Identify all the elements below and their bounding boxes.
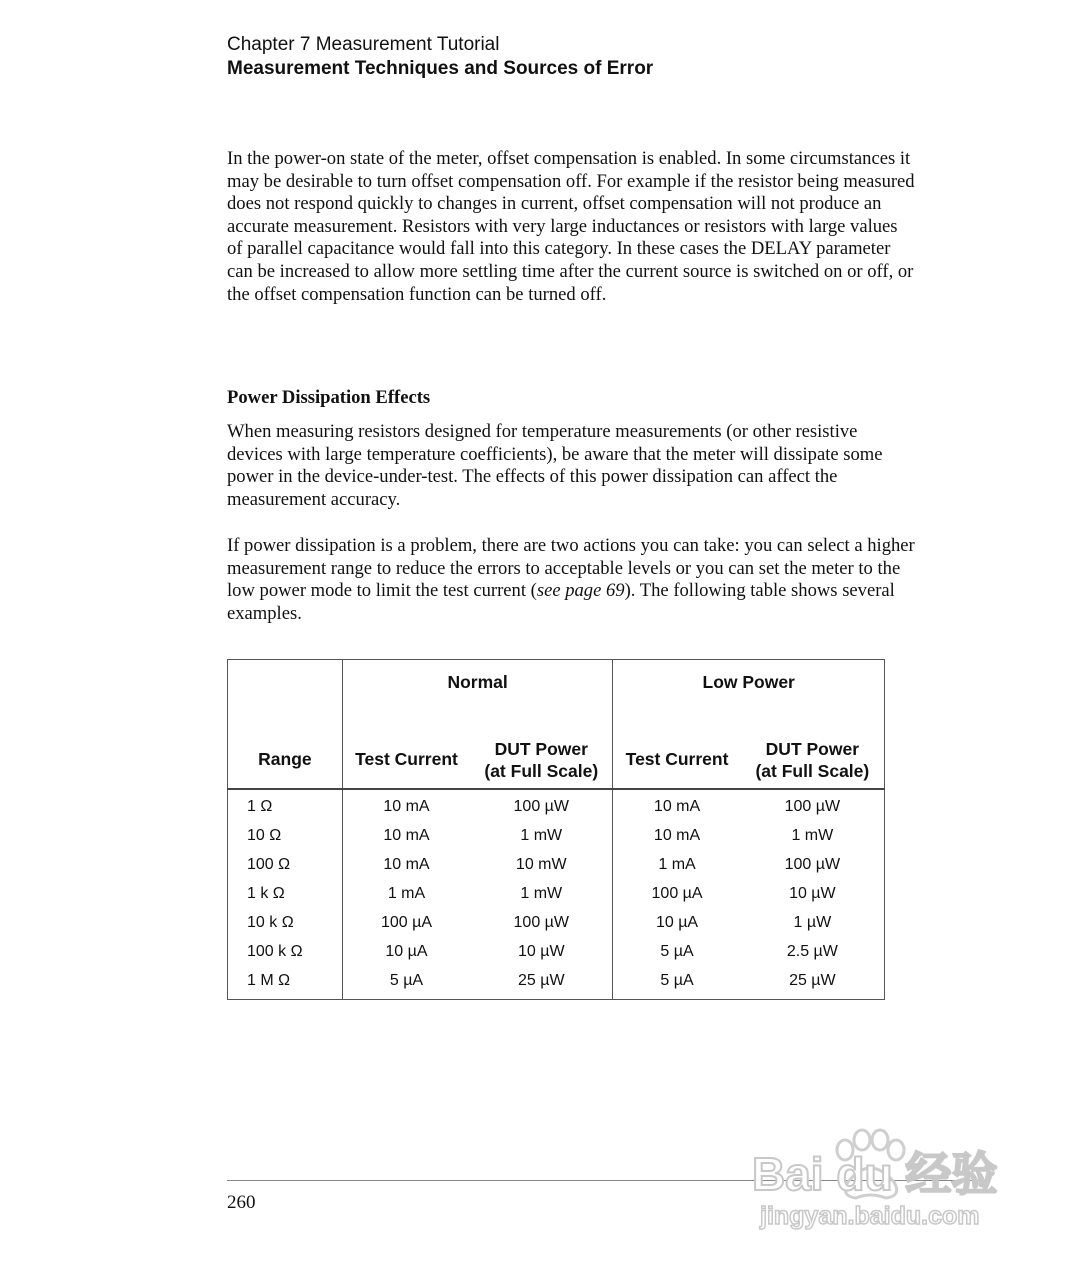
cell-normal-power: 1 mW [520, 884, 563, 902]
cell-normal-power: 10 µW [517, 942, 565, 960]
cell-normal-current: 10 mA [342, 821, 470, 850]
power-dissipation-table [227, 659, 885, 1000]
page-number: 260 [227, 1192, 256, 1213]
header-range: Range [228, 704, 343, 789]
baidu-watermark [750, 1120, 1010, 1230]
cell-normal-power: 100 µW [513, 913, 569, 931]
cell-normal-current: 10 mA [342, 850, 470, 879]
cell-normal-current: 10 mA [342, 789, 470, 821]
cell-normal-current: 1 mA [342, 879, 470, 908]
cell-low-current: 10 µA [613, 908, 741, 937]
cell-low-current: 5 µA [613, 966, 741, 1000]
header-group-normal: Normal [342, 660, 613, 705]
cell-low-power: 1 µW [793, 913, 832, 931]
cell-range: 1 k Ω [247, 884, 285, 902]
cell-low-current: 1 mA [613, 850, 741, 879]
cell-low-power: 1 mW [791, 826, 834, 844]
heading-power-dissipation: Power Dissipation Effects [227, 387, 431, 408]
paragraph-offset-compensation: In the power-on state of the meter, offset compensation is enabled. In some circumstances it may be desirable to turn offset compensation off. For example if the resistor being measured does not respond quickly to changes in current, offset compensation will not produce an accurate measurement. Resistors with very large inductances or resistors with large values of parallel capacitance would fall into this category. In these cases the DELAY parameter can be increased to allow more settling time after the current source is switched on or off, or the offset compensation function can be turned off. [227, 148, 915, 305]
cell-normal-current: 100 µA [342, 908, 470, 937]
cell-normal-current: 10 µA [342, 937, 470, 966]
table-row [228, 966, 885, 1000]
running-header [227, 33, 653, 81]
cell-normal-power: 10 mW [515, 855, 567, 873]
cell-range: 1 Ω [247, 797, 273, 815]
cell-normal-power: 100 µW [513, 797, 569, 815]
cell-low-power: 10 µW [789, 884, 836, 902]
cell-normal-current: 5 µA [342, 966, 470, 1000]
cell-range: 100 k Ω [247, 942, 303, 960]
paragraph-actions [227, 535, 917, 625]
cell-normal-power: 25 µW [517, 971, 565, 989]
header-low-dut-power-line1: DUT Power [765, 739, 860, 759]
header-low-test-current: Test Current [613, 704, 741, 789]
cell-low-current: 10 mA [613, 821, 741, 850]
paragraph-power-dissipation: When measuring resistors designed for temperature measurements (or other resistive devices with large temperature coefficients), be aware that the meter will dissipate some power in the device-under-test. The effects of this power dissipation can affect the measurement accuracy. [227, 421, 883, 510]
header-normal-dut-power-line1: DUT Power [494, 739, 588, 759]
cell-range: 1 M Ω [247, 971, 291, 989]
chapter-title: Chapter 7 Measurement Tutorial [227, 34, 500, 55]
header-normal-test-current: Test Current [342, 704, 470, 789]
cell-low-power: 25 µW [789, 971, 836, 989]
section-title: Measurement Techniques and Sources of Error [227, 58, 654, 79]
cell-normal-power: 1 mW [520, 826, 563, 844]
cell-low-power: 2.5 µW [786, 942, 838, 960]
watermark-brand: Bai du 经验 [752, 1148, 998, 1200]
cell-range: 10 Ω [247, 826, 282, 844]
cell-low-power: 100 µW [784, 855, 841, 873]
cell-low-current: 5 µA [613, 937, 741, 966]
header-blank [228, 660, 343, 705]
cell-low-power: 100 µW [784, 797, 841, 815]
cell-range: 10 k Ω [247, 913, 294, 931]
header-group-low-power: Low Power [613, 660, 885, 705]
table-row [228, 850, 885, 879]
paragraph-actions-text-2: ). The following table shows several examples. [227, 580, 895, 624]
page-reference-link[interactable]: see page 69 [536, 580, 625, 602]
cell-range: 100 Ω [247, 855, 291, 873]
cell-low-current: 10 mA [613, 789, 741, 821]
header-normal-dut-power-line2: (at Full Scale) [484, 761, 599, 781]
table-row [228, 908, 885, 937]
table-row [228, 789, 885, 821]
header-normal-dut-power [470, 704, 613, 789]
header-low-dut-power-line2: (at Full Scale) [755, 761, 870, 781]
header-low-dut-power [741, 704, 885, 789]
cell-low-current: 100 µA [613, 879, 741, 908]
watermark-url: jingyan.baidu.com [760, 1202, 980, 1230]
table-row [228, 937, 885, 966]
table-row [228, 821, 885, 850]
paragraph-actions-text-1: If power dissipation is a problem, there are two actions you can take: you can select a higher measurement range to reduce the errors to acceptable levels or you can set the meter to the low power mode to limit the test current ( [227, 535, 915, 602]
table-row [228, 879, 885, 908]
